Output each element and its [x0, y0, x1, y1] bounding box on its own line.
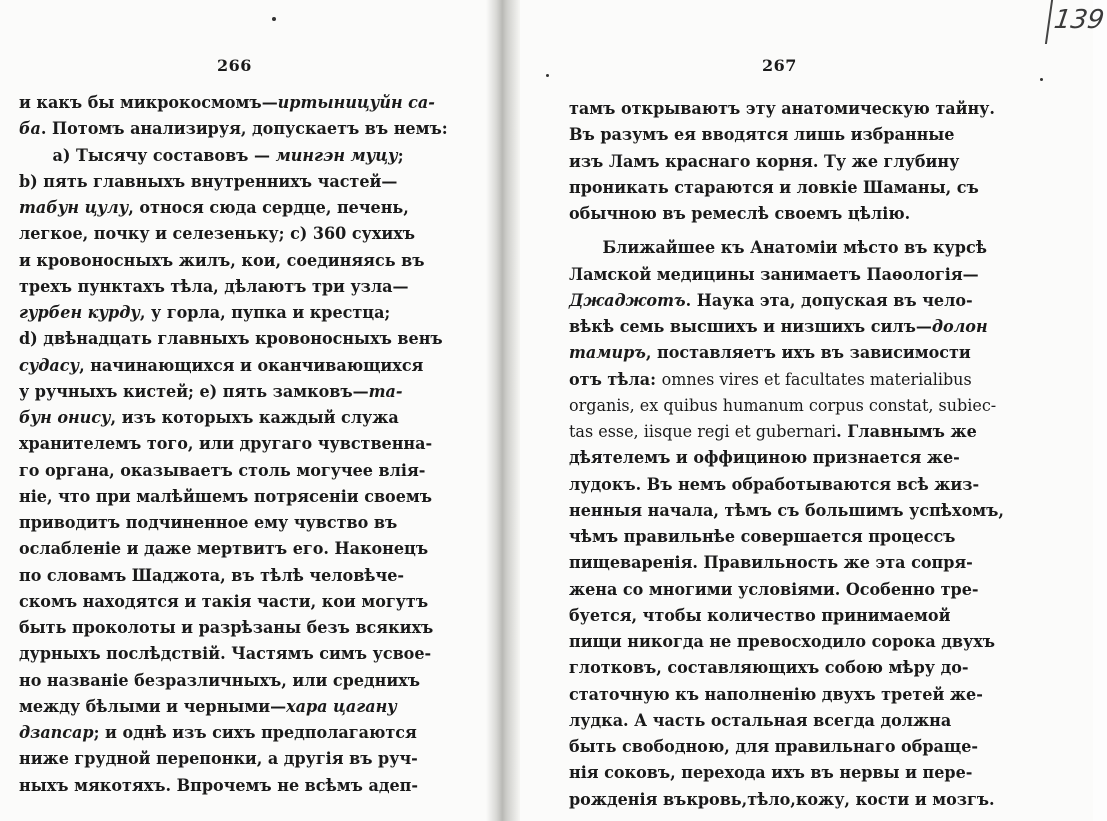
left-page — [0, 0, 512, 821]
text-run: ніе, что при малѣйшемъ потрясеніи своемъ — [19, 486, 433, 507]
text-run: d) двѣнадцать главныхъ кровоносныхъ венъ — [19, 329, 443, 350]
text-run: . Наука эта, допуская въ чело- — [685, 290, 973, 311]
text-line — [569, 235, 1004, 261]
text-line — [19, 116, 448, 142]
text-line — [19, 221, 448, 247]
text-line — [569, 393, 1004, 419]
text-line — [19, 563, 448, 589]
text-run: дѣятелемъ и оффициною признается же- — [569, 448, 960, 469]
page-number: 266 — [217, 56, 252, 75]
text-run: , изъ которыхъ каждый служа — [110, 408, 399, 428]
text-line — [569, 682, 1004, 708]
text-line — [569, 340, 1004, 366]
text-line — [19, 405, 448, 431]
text-run: отъ тѣла: — [569, 369, 662, 390]
text-run: лудокъ. Въ немъ обработываются всѣ жиз- — [569, 474, 980, 495]
text-run: го органа, оказываетъ столь могучее влія- — [19, 460, 426, 481]
text-run: чѣмъ правильнѣе совершается процессъ — [569, 527, 956, 547]
text-line — [19, 169, 448, 195]
text-run: легкое, почку и селезеньку; c) 360 сухихъ — [19, 224, 416, 245]
text-line — [19, 510, 448, 536]
text-run: , поставляетъ ихъ въ зависимости — [645, 343, 971, 364]
text-run: нія соковъ, перехода ихъ въ нервы и пере- — [569, 763, 973, 784]
latin-quote: omnes vires et facultates materialibus — [661, 369, 972, 390]
text-line — [19, 484, 448, 510]
text-run: по словамъ Шаджота, въ тѣлѣ человѣче- — [19, 565, 405, 586]
text-line — [569, 524, 1004, 550]
text-line — [569, 760, 1004, 786]
text-run: буется, чтобы количество принимаемой — [569, 605, 951, 626]
text-run: a) Тысячу составовъ — — [52, 145, 276, 166]
italic-term: хара цагану — [286, 696, 397, 717]
right-page — [512, 0, 1093, 821]
print-speck — [1040, 78, 1043, 81]
text-line — [19, 195, 448, 221]
text-line — [19, 248, 448, 274]
text-line — [569, 577, 1004, 603]
latin-quote: organis, ex quibus humanum corpus constat, subiec- — [569, 395, 997, 416]
text-run: Ближайшее къ Анатоміи мѣсто въ курсѣ — [602, 238, 987, 259]
paragraph-gap — [569, 227, 1004, 235]
text-run: и какъ бы микрокосмомъ— — [19, 93, 278, 113]
text-run: быть свободною, для правильнаго обраще- — [569, 737, 979, 757]
print-speck — [546, 74, 549, 77]
page-number: 267 — [762, 56, 797, 75]
italic-term: та- — [368, 381, 403, 402]
italic-term: мингэн муцу — [275, 145, 398, 166]
text-line — [19, 536, 448, 562]
text-line — [569, 419, 1004, 445]
text-line — [569, 498, 1004, 524]
text-run: , начинающихся и оканчивающихся — [79, 355, 424, 376]
page-text — [569, 96, 1004, 813]
text-line — [569, 629, 1004, 655]
italic-term: гурбен курду — [19, 303, 140, 323]
text-line — [19, 641, 448, 667]
text-line — [569, 288, 1004, 314]
text-run: ; и однѣ изъ сихъ предполагаются — [93, 723, 417, 743]
text-run: . Потомъ анализируя, допускаетъ въ немъ: — [40, 119, 448, 140]
text-run: жена со многими условіями. Особенно тре- — [569, 579, 979, 600]
text-run: трехъ пунктахъ тѣла, дѣлаютъ три узла— — [19, 276, 409, 297]
text-line — [569, 472, 1004, 498]
text-line — [569, 445, 1004, 471]
text-run: пищи никогда не превосходило сорока двухъ — [569, 632, 996, 652]
text-line — [19, 694, 448, 720]
text-run: приводитъ подчиненное ему чувство въ — [19, 513, 398, 533]
text-run: быть проколоты и разрѣзаны безъ всякихъ — [19, 618, 434, 638]
text-run: но названіе безразличныхъ, или среднихъ — [19, 670, 421, 691]
text-run: тамъ открываютъ эту анатомическую тайну. — [569, 99, 995, 119]
text-line — [19, 274, 448, 300]
text-run: глотковъ, составляющихъ собою мѣру до- — [569, 658, 969, 679]
text-line — [19, 458, 448, 484]
text-line — [19, 589, 448, 615]
text-run: , у горла, пупка и крестца; — [139, 303, 391, 323]
text-run: пищеваренія. Правильность же эта сопря- — [569, 553, 973, 574]
archive-number-mark: 139 — [1045, 0, 1093, 44]
text-line — [569, 603, 1004, 629]
text-run: хранителемъ того, или другаго чувственна- — [19, 434, 433, 455]
text-line — [19, 143, 448, 169]
text-run: обычною въ ремеслѣ своемъ цѣлію. — [569, 204, 911, 224]
text-line — [569, 550, 1004, 576]
text-line — [19, 90, 448, 116]
text-line — [19, 720, 448, 746]
text-run: скомъ находятся и такія части, кои могутъ — [19, 591, 429, 612]
italic-term: табун цулу — [19, 198, 129, 218]
text-run: Въ разумъ ея вводятся лишь избранные — [569, 125, 955, 146]
italic-term: ба — [19, 119, 41, 140]
text-line — [569, 787, 1004, 813]
text-line — [569, 149, 1004, 175]
text-line — [569, 367, 1004, 393]
text-line — [569, 201, 1004, 227]
italic-term: судасу — [19, 355, 80, 376]
text-line — [569, 314, 1004, 340]
text-line — [569, 734, 1004, 760]
text-run: рожденія въкровь,тѣло,кожу, кости и мозгъ. — [569, 789, 995, 810]
text-line — [19, 326, 448, 352]
text-line — [19, 615, 448, 641]
text-run: . Главнымъ же — [836, 422, 977, 442]
italic-term: иртыницуйн са- — [277, 93, 435, 113]
page-text — [19, 90, 448, 799]
text-line — [569, 262, 1004, 288]
text-run: проникать стараются и ловкіе Шаманы, съ — [569, 177, 979, 198]
text-line — [19, 431, 448, 457]
text-run: , относя сюда сердце, печень, — [128, 198, 409, 218]
text-run: лудка. А часть остальная всегда должна — [569, 710, 952, 731]
text-run: Ламской медицины занимаетъ Паѳологія— — [569, 264, 979, 285]
italic-term: долон — [931, 317, 988, 337]
text-line — [569, 655, 1004, 681]
text-run: статочную къ наполненію двухъ третей же- — [569, 684, 983, 705]
text-run: дурныхъ послѣдствій. Частямъ симъ усвое- — [19, 644, 432, 665]
text-run: ; — [397, 145, 404, 166]
latin-quote: tas esse, iisque regi et gubernari — [569, 422, 837, 442]
text-run: b) пять главныхъ внутреннихъ частей— — [19, 171, 398, 192]
text-line — [19, 300, 448, 326]
text-line — [19, 668, 448, 694]
text-run: и кровоносныхъ жилъ, кои, соединяясь въ — [19, 250, 425, 271]
text-run: ниже грудной перепонки, а другія въ руч- — [19, 749, 418, 770]
italic-term: дзапсар — [19, 723, 94, 743]
text-line — [19, 353, 448, 379]
text-line — [569, 96, 1004, 122]
text-line — [569, 175, 1004, 201]
text-run: вѣкѣ семь высшихъ и низшихъ силъ— — [569, 317, 932, 337]
text-run: ослабленіе и даже мертвитъ его. Наконецъ — [19, 539, 429, 560]
italic-term: тамиръ — [569, 343, 646, 364]
text-run: ныхъ мякотяхъ. Впрочемъ не всѣмъ адеп- — [19, 775, 418, 796]
text-line — [569, 708, 1004, 734]
text-line — [19, 746, 448, 772]
text-run: у ручныхъ кистей; e) пять замковъ— — [19, 381, 369, 402]
text-run: между бѣлыми и черными— — [19, 696, 287, 717]
text-run: ненныя начала, тѣмъ съ большимъ успѣхомъ, — [569, 500, 1004, 521]
italic-term: Джаджотъ — [569, 290, 686, 311]
italic-term: бун онису — [19, 408, 111, 428]
text-run: изъ Ламъ краснаго корня. Ту же глубину — [569, 151, 960, 172]
text-line — [569, 122, 1004, 148]
print-speck — [272, 17, 276, 21]
text-line — [19, 379, 448, 405]
text-line — [19, 773, 448, 799]
